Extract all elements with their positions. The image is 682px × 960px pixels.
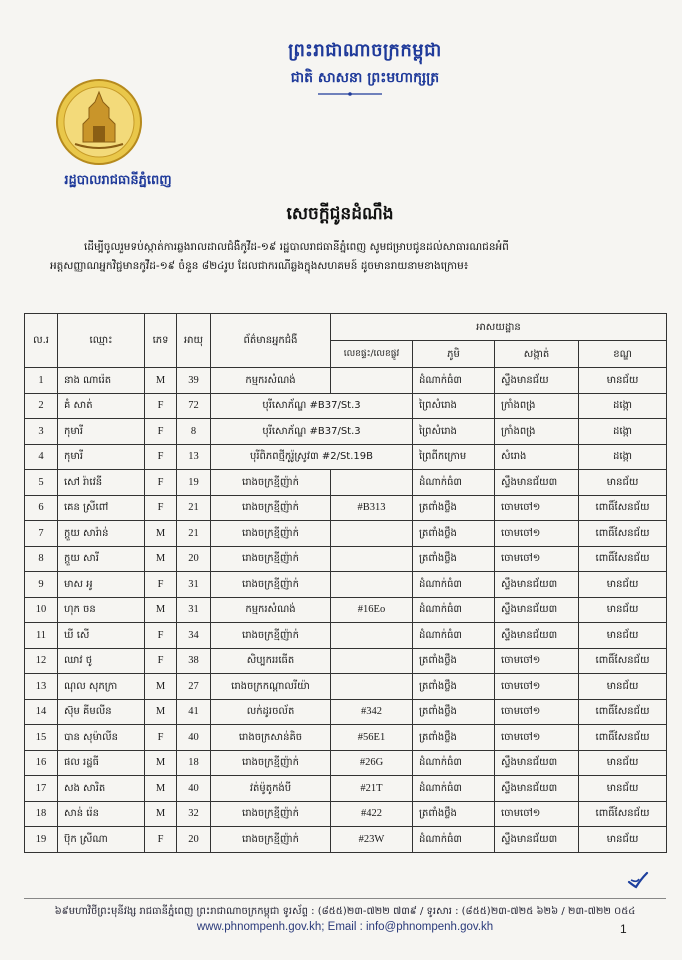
cell-sex: M [145,750,177,776]
cell-district: មានជ័យ [579,674,667,700]
table-row [25,597,667,623]
cell-sex: M [145,776,177,802]
cell-sex: F [145,572,177,598]
cell-no: 6 [25,495,58,521]
cell-village: ត្រពាំងថ្លឹង [413,648,495,674]
footer-address: ៦៩មហាវិថីព្រះមុនីវង្ស រាជធានីភ្នំពេញ ព្រះរាជាណាចក្រកម្ពុជា ទូរស័ព្ទ : (៨៥៥)២៣-៧២២ ៧៣៩ / ទូរសារ : (៨៥៥)២៣-៧២៥ ៦២៦ / ២៣-៧២២ ០៥៤ [54,906,636,917]
cell-name: ហុក ចន [58,597,145,623]
table-row [25,750,667,776]
cell-village: ព្រៃពីកក្រោម [413,444,495,470]
ministry-name: រដ្ឋបាលរាជធានីភ្នំពេញ [64,173,172,188]
cell-house [331,546,413,572]
cell-no: 15 [25,725,58,751]
cell-age: 27 [177,674,211,700]
cell-village: ដំណាក់ធំ៣ [413,750,495,776]
cell-commune: ស្ទឹងមានជ័យ៣ [495,470,579,496]
cell-commune: ស្ទឹងមានជ័យ៣ [495,597,579,623]
cell-sex: F [145,623,177,649]
cell-sex: F [145,444,177,470]
cell-district: ដង្កោ [579,444,667,470]
header-age: អាយុ [177,314,211,368]
cell-district: ពោធិ៍សែនជ័យ [579,801,667,827]
cell-name: កុមារី [58,419,145,445]
cell-house: #56E1 [331,725,413,751]
cell-info: រោងចក្រខ្មីញ៉ាក់ [211,623,331,649]
cell-name: សាន់ រ៉េន [58,801,145,827]
cell-name: គំ សាត់ [58,393,145,419]
cell-sex: M [145,801,177,827]
cell-commune: ចោមចៅ១ [495,801,579,827]
cell-age: 31 [177,572,211,598]
cell-commune: ស្ទឹងមានជ័យ៣ [495,827,579,853]
cell-no: 3 [25,419,58,445]
cell-name: សៅ រ៉ាវេនី [58,470,145,496]
cell-house [331,674,413,700]
cell-info: រោងចក្រសាន់គិច [211,725,331,751]
cell-age: 32 [177,801,211,827]
cell-village: ត្រពាំងថ្លឹង [413,546,495,572]
cell-sex: M [145,521,177,547]
cell-info: រោងចក្រកណ្ដាលរីយ៉ា [211,674,331,700]
cell-info: រោងចក្រខ្មីញ៉ាក់ [211,572,331,598]
table-row [25,725,667,751]
table-row [25,699,667,725]
cell-house [331,521,413,547]
cell-info: រោងចក្រខ្មីញ៉ាក់ [211,546,331,572]
cell-age: 21 [177,521,211,547]
cell-house: #26G [331,750,413,776]
cell-village: ព្រៃសំរោង [413,393,495,419]
cell-village: ត្រពាំងថ្លឹង [413,521,495,547]
cell-village: ត្រពាំងថ្លឹង [413,725,495,751]
cell-name: ផល រដ្ឋធី [58,750,145,776]
cell-info: បុរីសោភ័ណ្ឌ #B37/St.3 [211,419,413,445]
cell-no: 10 [25,597,58,623]
cell-commune: ចោមចៅ១ [495,725,579,751]
cell-age: 34 [177,623,211,649]
header-no: ល.រ [25,314,58,368]
cell-no: 7 [25,521,58,547]
cell-name: កុមារី [58,444,145,470]
cell-district: មានជ័យ [579,827,667,853]
cell-age: 72 [177,393,211,419]
cell-commune: ចោមចៅ១ [495,495,579,521]
cell-house: #422 [331,801,413,827]
cell-sex: M [145,674,177,700]
cell-age: 20 [177,546,211,572]
cell-no: 11 [25,623,58,649]
cell-age: 8 [177,419,211,445]
cell-info: រោងចក្រខ្មីញ៉ាក់ [211,750,331,776]
header-village: ភូមិ [413,341,495,368]
cell-info: កម្មករសំណង់ [211,368,331,394]
cell-village: ដំណាក់ធំ៣ [413,368,495,394]
cell-house: #21T [331,776,413,802]
header-name: ឈ្មោះ [58,314,145,368]
cell-house: #23W [331,827,413,853]
cell-commune: ស្ទឹងមានជ័យ [495,368,579,394]
cell-sex: F [145,495,177,521]
cell-info: រោងចក្រខ្មីញ៉ាក់ [211,801,331,827]
cell-commune: ស្ទឹងមានជ័យ៣ [495,572,579,598]
table-row [25,368,667,394]
cell-info: សិប្បកររធើត [211,648,331,674]
cell-no: 12 [25,648,58,674]
cell-commune: ចោមចៅ១ [495,648,579,674]
city-hall-seal-icon [55,78,143,166]
header-address: អាសយដ្ឋាន [331,314,667,341]
cell-house [331,572,413,598]
kingdom-heading: ព្រះរាជាណាចក្រកម្ពុជា [288,40,442,61]
table-row [25,674,667,700]
cell-no: 14 [25,699,58,725]
cell-house: #16Eo [331,597,413,623]
cell-age: 40 [177,776,211,802]
cell-info: រោងចក្រខ្មីញ៉ាក់ [211,470,331,496]
cell-commune: សំរោង [495,444,579,470]
table-row [25,801,667,827]
cell-age: 39 [177,368,211,394]
cell-name: ក្ដួយ សារី [58,546,145,572]
cell-no: 8 [25,546,58,572]
cell-age: 40 [177,725,211,751]
cell-district: ពោធិ៍សែនជ័យ [579,495,667,521]
cell-district: ពោធិ៍សែនជ័យ [579,725,667,751]
cell-village: ត្រពាំងថ្លឹង [413,495,495,521]
header-sex: ភេទ [145,314,177,368]
cell-name: ឃី សើ [58,623,145,649]
cell-district: ពោធិ៍សែនជ័យ [579,546,667,572]
cell-district: មានជ័យ [579,368,667,394]
cell-house [331,368,413,394]
cell-no: 9 [25,572,58,598]
cell-district: ពោធិ៍សែនជ័យ [579,699,667,725]
cell-no: 19 [25,827,58,853]
cell-name: ឈាវ ថូ [58,648,145,674]
cell-house [331,470,413,496]
cell-district: មានជ័យ [579,470,667,496]
cell-name: នាង ណារ៉េត [58,368,145,394]
cell-no: 13 [25,674,58,700]
cell-village: ត្រពាំងថ្លឹង [413,801,495,827]
table-body [25,368,667,853]
cell-no: 18 [25,801,58,827]
cell-commune: ចោមចៅ១ [495,546,579,572]
cell-info: បុរីពិភពថ្មីកូរ៉ូស្រូវ៣ #2/St.19B [211,444,413,470]
cell-sex: M [145,368,177,394]
table-row [25,521,667,547]
table-row [25,572,667,598]
header-commune: សង្កាត់ [495,341,579,368]
cell-sex: M [145,699,177,725]
cell-age: 19 [177,470,211,496]
cell-info: បុរីសោភ័ណ្ឌ #B37/St.3 [211,393,413,419]
cell-commune: ចោមចៅ១ [495,674,579,700]
cell-age: 21 [177,495,211,521]
cell-no: 4 [25,444,58,470]
cell-commune: ចោមចៅ១ [495,699,579,725]
table-row [25,470,667,496]
cell-commune: ស្ទឹងមានជ័យ៣ [495,776,579,802]
table-row [25,827,667,853]
cell-name: ក្ដួយ សារ៉ាន់ [58,521,145,547]
table-row [25,444,667,470]
cell-name: គេន ស្រីពៅ [58,495,145,521]
national-motto: ជាតិ សាសនា ព្រះមហាក្សត្រ [290,70,440,86]
document-title: សេចក្ដីជូនដំណឹង [286,204,394,224]
cell-info: រោងចក្រខ្មីញ៉ាក់ [211,827,331,853]
cell-village: ដំណាក់ធំ៣ [413,827,495,853]
cell-age: 18 [177,750,211,776]
cell-no: 16 [25,750,58,776]
cell-name: បាន សុម៉ាលីន [58,725,145,751]
cell-name: ណុល សុភក្រា [58,674,145,700]
cell-info: លក់ដូរចល័ត [211,699,331,725]
cell-no: 1 [25,368,58,394]
table-row [25,546,667,572]
footer-divider [24,898,666,899]
cell-house: #B313 [331,495,413,521]
table-row [25,648,667,674]
table-row [25,776,667,802]
table-row [25,393,667,419]
intro-line-2: អត្តសញ្ញាណអ្នកវិជ្ជមានកូវីដ-១៩ ចំនួន ៨២៤រូប ដែលជាករណីឆ្លងក្នុងសហគមន៍ ដូចមានរាយនាមខាងក្រោម៖ [50,260,469,272]
cell-info: រោងចក្រខ្មីញ៉ាក់ [211,521,331,547]
cell-district: ពោធិ៍សែនជ័យ [579,521,667,547]
cell-commune: ក្រាំងពង្រ [495,419,579,445]
cell-age: 31 [177,597,211,623]
cell-house [331,648,413,674]
cell-district: ដង្កោ [579,393,667,419]
cell-name: មាស អូ [58,572,145,598]
cell-info: រោងចក្រខ្មីញ៉ាក់ [211,495,331,521]
cell-district: មានជ័យ [579,750,667,776]
cell-village: ត្រពាំងថ្លឹង [413,674,495,700]
cell-info: វត់ម៉ូតូកង់បី [211,776,331,802]
page-number: 1 [620,922,627,936]
cell-sex: M [145,546,177,572]
cell-district: មានជ័យ [579,623,667,649]
cell-district: ពោធិ៍សែនជ័យ [579,648,667,674]
cell-house [331,623,413,649]
cell-district: មានជ័យ [579,572,667,598]
cell-name: ស៊ុម គីមលីន [58,699,145,725]
cell-sex: F [145,470,177,496]
intro-paragraph [50,238,650,276]
cell-no: 17 [25,776,58,802]
header-info: ព័ត៌មានអ្នកជំងឺ [211,314,331,368]
cell-sex: F [145,725,177,751]
header-district: ខណ្ឌ [579,341,667,368]
cell-sex: M [145,597,177,623]
footer-contact: www.phnompenh.gov.kh; Email : info@phnompenh.gov.kh [196,921,494,933]
cell-district: មានជ័យ [579,776,667,802]
cell-no: 5 [25,470,58,496]
cell-village: ដំណាក់ធំ៣ [413,572,495,598]
cell-sex: F [145,419,177,445]
cell-commune: ចោមចៅ១ [495,521,579,547]
checkmark-icon [626,870,650,890]
cell-sex: F [145,648,177,674]
cell-age: 41 [177,699,211,725]
cell-commune: ក្រាំងពង្រ [495,393,579,419]
cell-commune: ស្ទឹងមានជ័យ៣ [495,623,579,649]
patient-table [24,313,667,853]
cell-village: ដំណាក់ធំ៣ [413,776,495,802]
cell-no: 2 [25,393,58,419]
cell-village: ដំណាក់ធំ៣ [413,470,495,496]
intro-line-1: ដើម្បីចូលរួមទប់ស្កាត់ការឆ្លងរាលដាលជំងឺកូវីដ-១៩ រដ្ឋបាលរាជធានីភ្នំពេញ សូមជម្រាបជូនដល់សាធារណជនអំពី [84,241,509,253]
ornament-divider-icon [318,92,382,96]
cell-age: 38 [177,648,211,674]
cell-district: ដង្កោ [579,419,667,445]
cell-commune: ស្ទឹងមានជ័យ៣ [495,750,579,776]
cell-sex: F [145,827,177,853]
cell-village: ដំណាក់ធំ៣ [413,597,495,623]
cell-house: #342 [331,699,413,725]
table-row [25,623,667,649]
cell-village: ដំណាក់ធំ៣ [413,623,495,649]
table-row [25,419,667,445]
cell-name: ប៊ុក ស្រីណា [58,827,145,853]
cell-village: ព្រៃសំរោង [413,419,495,445]
cell-name: សង សារិត [58,776,145,802]
cell-age: 20 [177,827,211,853]
cell-district: មានជ័យ [579,597,667,623]
cell-info: កម្មករសំណង់ [211,597,331,623]
cell-age: 13 [177,444,211,470]
cell-village: ត្រពាំងថ្លឹង [413,699,495,725]
table-row [25,495,667,521]
header-house: លេខផ្ទះ/លេខផ្លូវ [331,341,413,368]
cell-sex: F [145,393,177,419]
